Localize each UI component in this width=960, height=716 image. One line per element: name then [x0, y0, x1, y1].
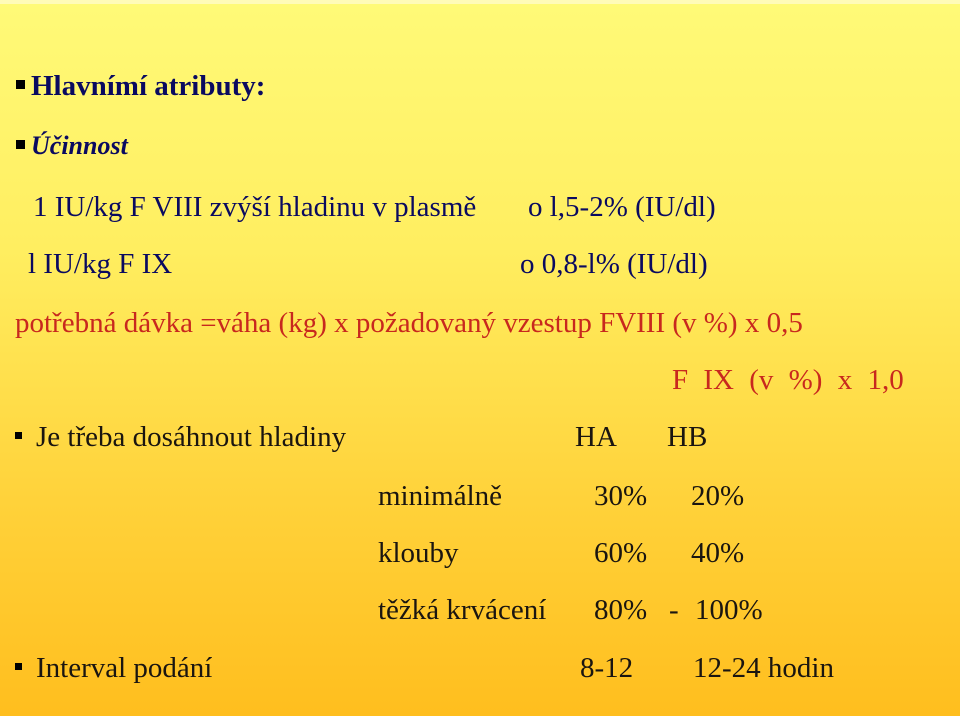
row-severe-bleeding-dash: -: [669, 594, 679, 626]
row-minimum-ha: 30%: [594, 480, 648, 512]
row-label-severe-bleeding: těžká krvácení: [378, 594, 547, 626]
bullet-square-icon: [16, 80, 25, 89]
row-label-minimum: minimálně: [378, 480, 503, 512]
bullet-square-icon: [15, 663, 22, 670]
target-levels-label: Je třeba dosáhnout hladiny: [36, 421, 347, 453]
fix-effect-value: o 0,8-l% (IU/dl): [520, 248, 708, 280]
target-levels-row: [15, 421, 346, 453]
bullet-square-icon: [16, 140, 25, 149]
fviii-effect-text: 1 IU/kg F VIII zvýší hladinu v plasmě: [33, 191, 477, 223]
efficacy-heading: Účinnost: [31, 131, 128, 160]
slide-title: Hlavnímí atributy:: [31, 70, 266, 102]
row-label-joints: klouby: [378, 537, 459, 569]
row-joints-ha: 60%: [594, 537, 648, 569]
bullet-square-icon: [15, 432, 22, 439]
interval-row: [15, 652, 212, 684]
row-severe-bleeding-hb: 100%: [695, 594, 763, 626]
slide-title-row: [16, 70, 265, 102]
interval-ha: 8-12: [580, 652, 634, 684]
row-minimum-hb: 20%: [691, 480, 745, 512]
interval-hb: 12-24 hodin: [693, 652, 834, 684]
column-header-ha: HA: [575, 421, 617, 453]
efficacy-heading-row: [16, 130, 128, 162]
interval-label: Interval podání: [36, 652, 213, 684]
fviii-effect-value: o l,5-2% (IU/dl): [528, 191, 716, 223]
dose-formula-fviii: potřebná dávka =váha (kg) x požadovaný vzestup FVIII (v %) x 0,5: [15, 307, 803, 339]
row-joints-hb: 40%: [691, 537, 745, 569]
dose-formula-fix: F IX (v %) x 1,0: [672, 364, 904, 396]
column-header-hb: HB: [667, 421, 708, 453]
row-severe-bleeding-ha: 80%: [594, 594, 648, 626]
fix-effect-text: l IU/kg F IX: [28, 248, 173, 280]
top-edge-highlight: [0, 0, 960, 4]
